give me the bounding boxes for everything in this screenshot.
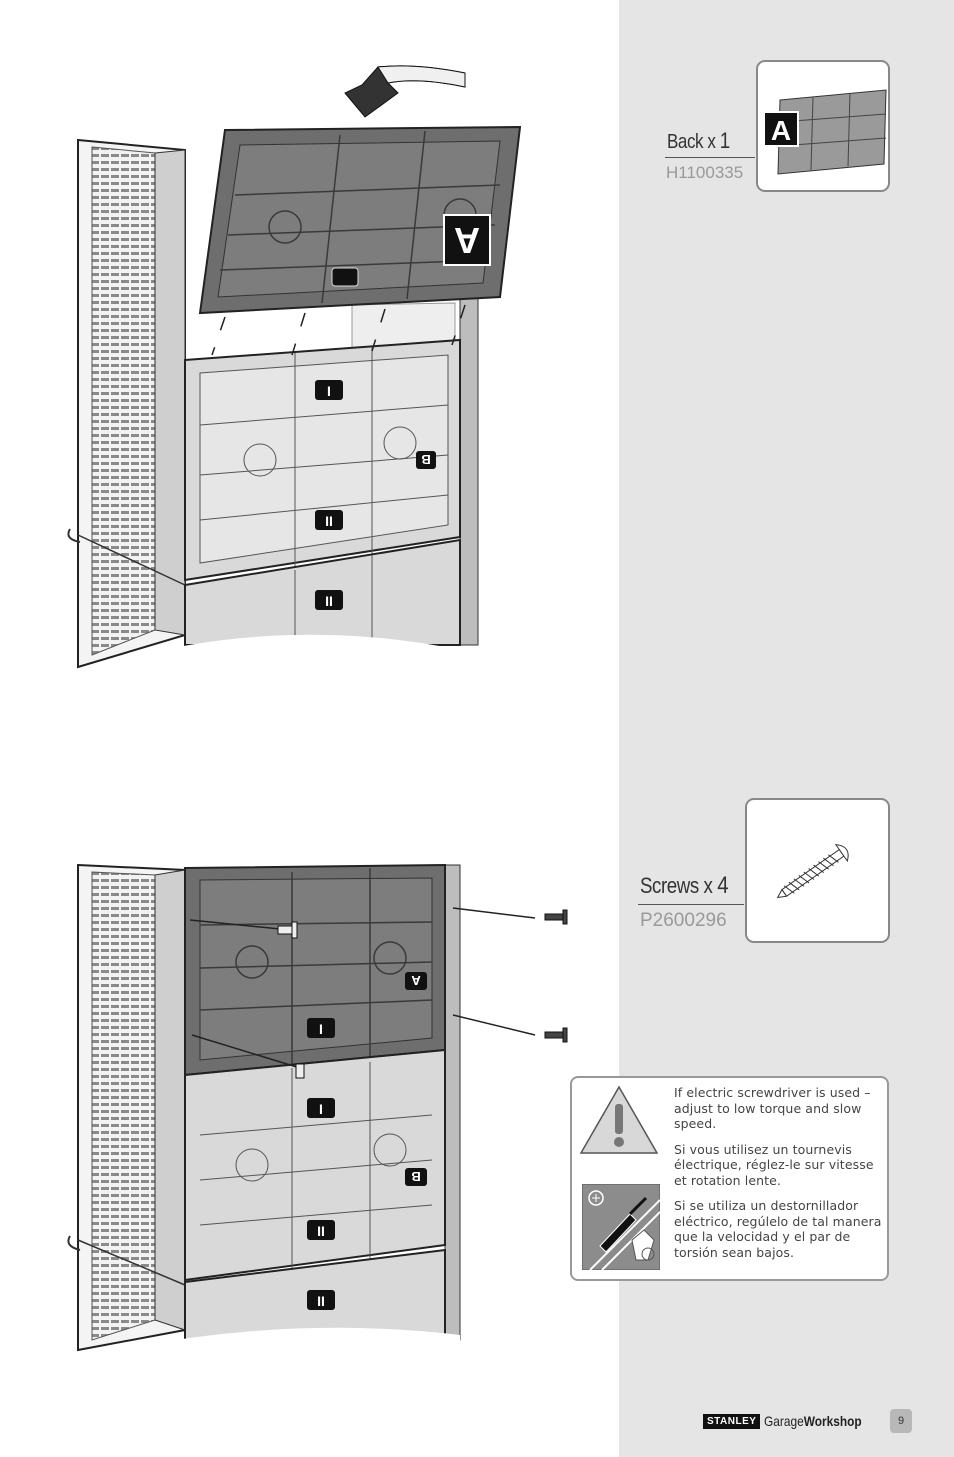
panel-a-mark-i-label: I [319,1021,323,1037]
screwdriver-icon [582,1184,660,1270]
letter-b-label: B [421,452,431,467]
mark-ii-lower-label: II [325,593,333,609]
warning-text-fr: Si vous utilisez un tournevis électrique, réglez-le sur vitesse et rotation lente. [674,1141,874,1188]
warning-text-en: If electric screwdriver is used – adjust to low torque and slow speed. [674,1085,871,1131]
mark-i-label: I [327,383,331,399]
down-arrow-icon [345,66,465,117]
step-illustration-top [60,55,560,675]
part-screws-label [640,872,744,900]
stanley-logo: STANLEY [703,1414,760,1429]
warning-text-es: Si se utiliza un destornillador eléctrico, regúlelo de tal manera que la velocidad y el par de torsión sean bajos. [674,1198,882,1260]
panel-a-mark [332,268,358,286]
panel-b-letter-label: B [411,1169,421,1184]
thumb-letter-a: A [770,115,792,146]
workshop-word: Workshop [804,1413,863,1429]
warning-triangle-icon [578,1084,660,1156]
warning-text [674,1085,888,1270]
back-panel-icon [758,62,888,190]
part-screws-name-text: Screws x [640,873,718,898]
part-a-label [667,128,741,154]
letter-a-label: A [411,973,421,988]
warning-box [570,1076,889,1281]
part-a-tag-letter: A [454,220,480,261]
part-a-divider [665,157,755,158]
part-a-code: H1100335 [666,163,744,182]
garage-workshop-title [764,1413,862,1429]
panel-c-mark-ii-label: II [317,1293,325,1309]
page-number: 9 [890,1409,912,1433]
step-illustration-bottom [60,850,580,1360]
part-screws-name [640,872,728,900]
panel-b-mark-ii-label: II [317,1223,325,1239]
part-screws-divider [638,904,744,905]
panel-b-mark-i-label: I [319,1101,323,1117]
part-screws-qty: 4 [717,872,729,899]
part-a-name-text: Back x [667,131,720,153]
footer-brand [703,1408,879,1434]
part-screws-code: P2600296 [640,910,727,931]
part-a-qty: 1 [719,128,730,153]
screw-icon [747,800,888,941]
part-a-thumbnail [756,60,890,192]
part-a-name [667,128,730,154]
garage-word: Garage [764,1413,805,1429]
mark-ii-label: II [325,513,333,529]
part-screws-thumbnail [745,798,890,943]
